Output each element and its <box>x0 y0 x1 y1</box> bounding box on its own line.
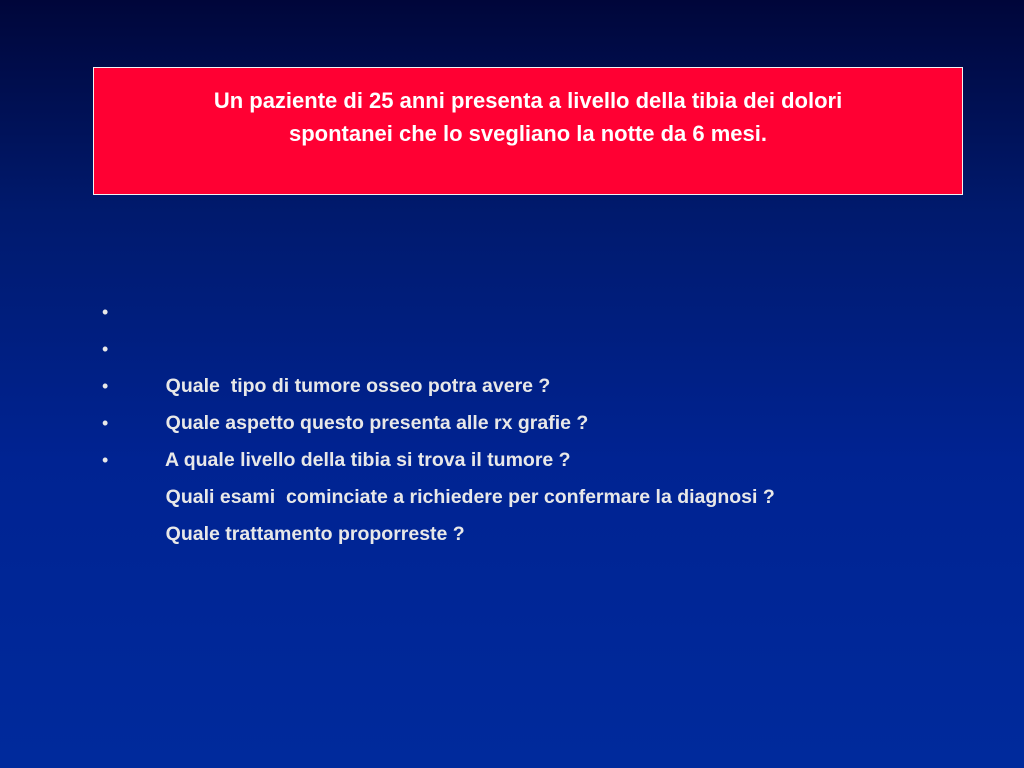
bullet-icon: • <box>102 302 109 322</box>
bullet-icon: • <box>102 376 109 396</box>
question-text: Quale tipo di tumore osseo potra avere ? <box>165 375 551 397</box>
case-description-box <box>93 67 963 195</box>
bullet-icon: • <box>102 413 109 433</box>
question-text: A quale livello della tibia si trova il tumore ? <box>164 449 571 471</box>
list-item <box>100 294 775 397</box>
case-description-text: Un paziente di 25 anni presenta a livello della tibia dei dolori spontanei che lo svegliano la notte da 6 mesi. <box>213 88 843 146</box>
question-text: Quale aspetto questo presenta alle rx grafie ? <box>165 412 589 434</box>
bullet-icon: • <box>102 450 109 470</box>
bullet-icon: • <box>102 339 109 359</box>
question-text: Quale trattamento proporreste ? <box>165 523 465 545</box>
question-text: Quali esami cominciate a richiedere per confermare la diagnosi ? <box>165 486 775 508</box>
question-list <box>100 294 775 545</box>
